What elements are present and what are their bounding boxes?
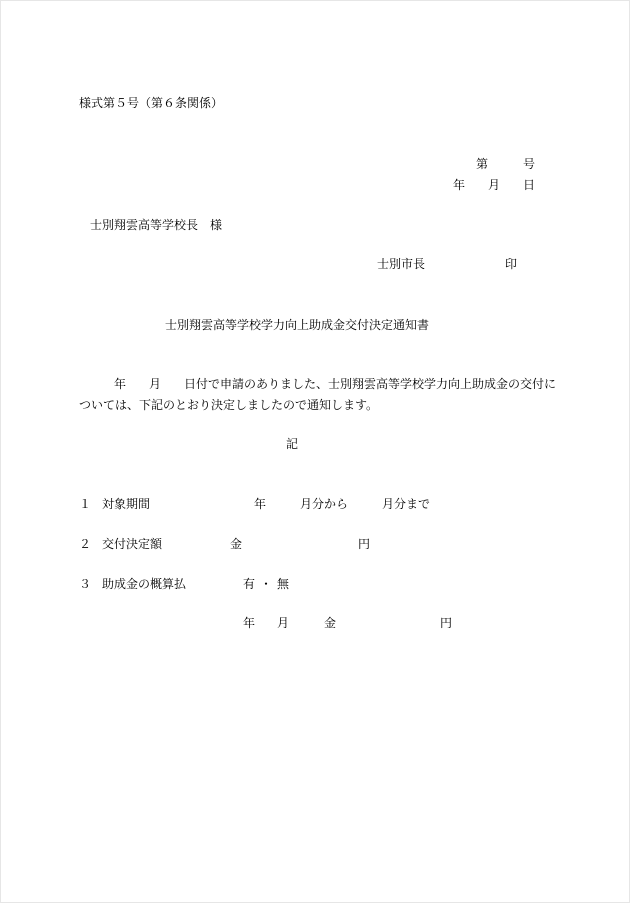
item2-kin: 金 (230, 537, 243, 551)
item3-dot: ・ (260, 577, 273, 591)
body-month: 月 (149, 377, 162, 391)
date-month: 月 (488, 178, 501, 192)
advance-year: 年 (243, 616, 256, 630)
advance-kin: 金 (324, 616, 337, 630)
item-label-2: 交付決定額 (102, 537, 163, 551)
item-label-1: 対象期間 (102, 497, 151, 511)
item3-no: 無 (277, 577, 290, 591)
item3-yes: 有 (243, 577, 256, 591)
document-title: 士別翔雲高等学校学力向上助成金交付決定通知書 (165, 318, 430, 332)
addressee: 士別翔雲高等学校長 様 (90, 218, 223, 232)
body-line2: ついては、下記のとおり決定しましたので通知します。 (79, 398, 379, 412)
form-number: 様式第５号（第６条関係） (79, 96, 224, 110)
body-year: 年 (114, 377, 127, 391)
doc-number-go: 号 (523, 157, 536, 171)
item-number-2: ２ (79, 537, 92, 551)
item-label-3: 助成金の概算払 (102, 577, 187, 591)
item-number-3: ３ (79, 577, 92, 591)
item1-month-to: 月分まで (382, 497, 431, 511)
sender-seal: 印 (505, 257, 518, 271)
ki-marker: 記 (286, 437, 299, 451)
sender-name: 士別市長 (377, 257, 426, 271)
item2-yen: 円 (358, 537, 371, 551)
advance-yen: 円 (440, 616, 453, 630)
item1-month-from: 月分から (300, 497, 349, 511)
item1-year: 年 (254, 497, 267, 511)
advance-month: 月 (277, 616, 290, 630)
date-year: 年 (453, 178, 466, 192)
doc-number-dai: 第 (476, 157, 489, 171)
body-line1: 日付で申請のありました、士別翔雲高等学校学力向上助成金の交付に (184, 377, 557, 391)
item-number-1: １ (79, 497, 92, 511)
date-day: 日 (523, 178, 536, 192)
